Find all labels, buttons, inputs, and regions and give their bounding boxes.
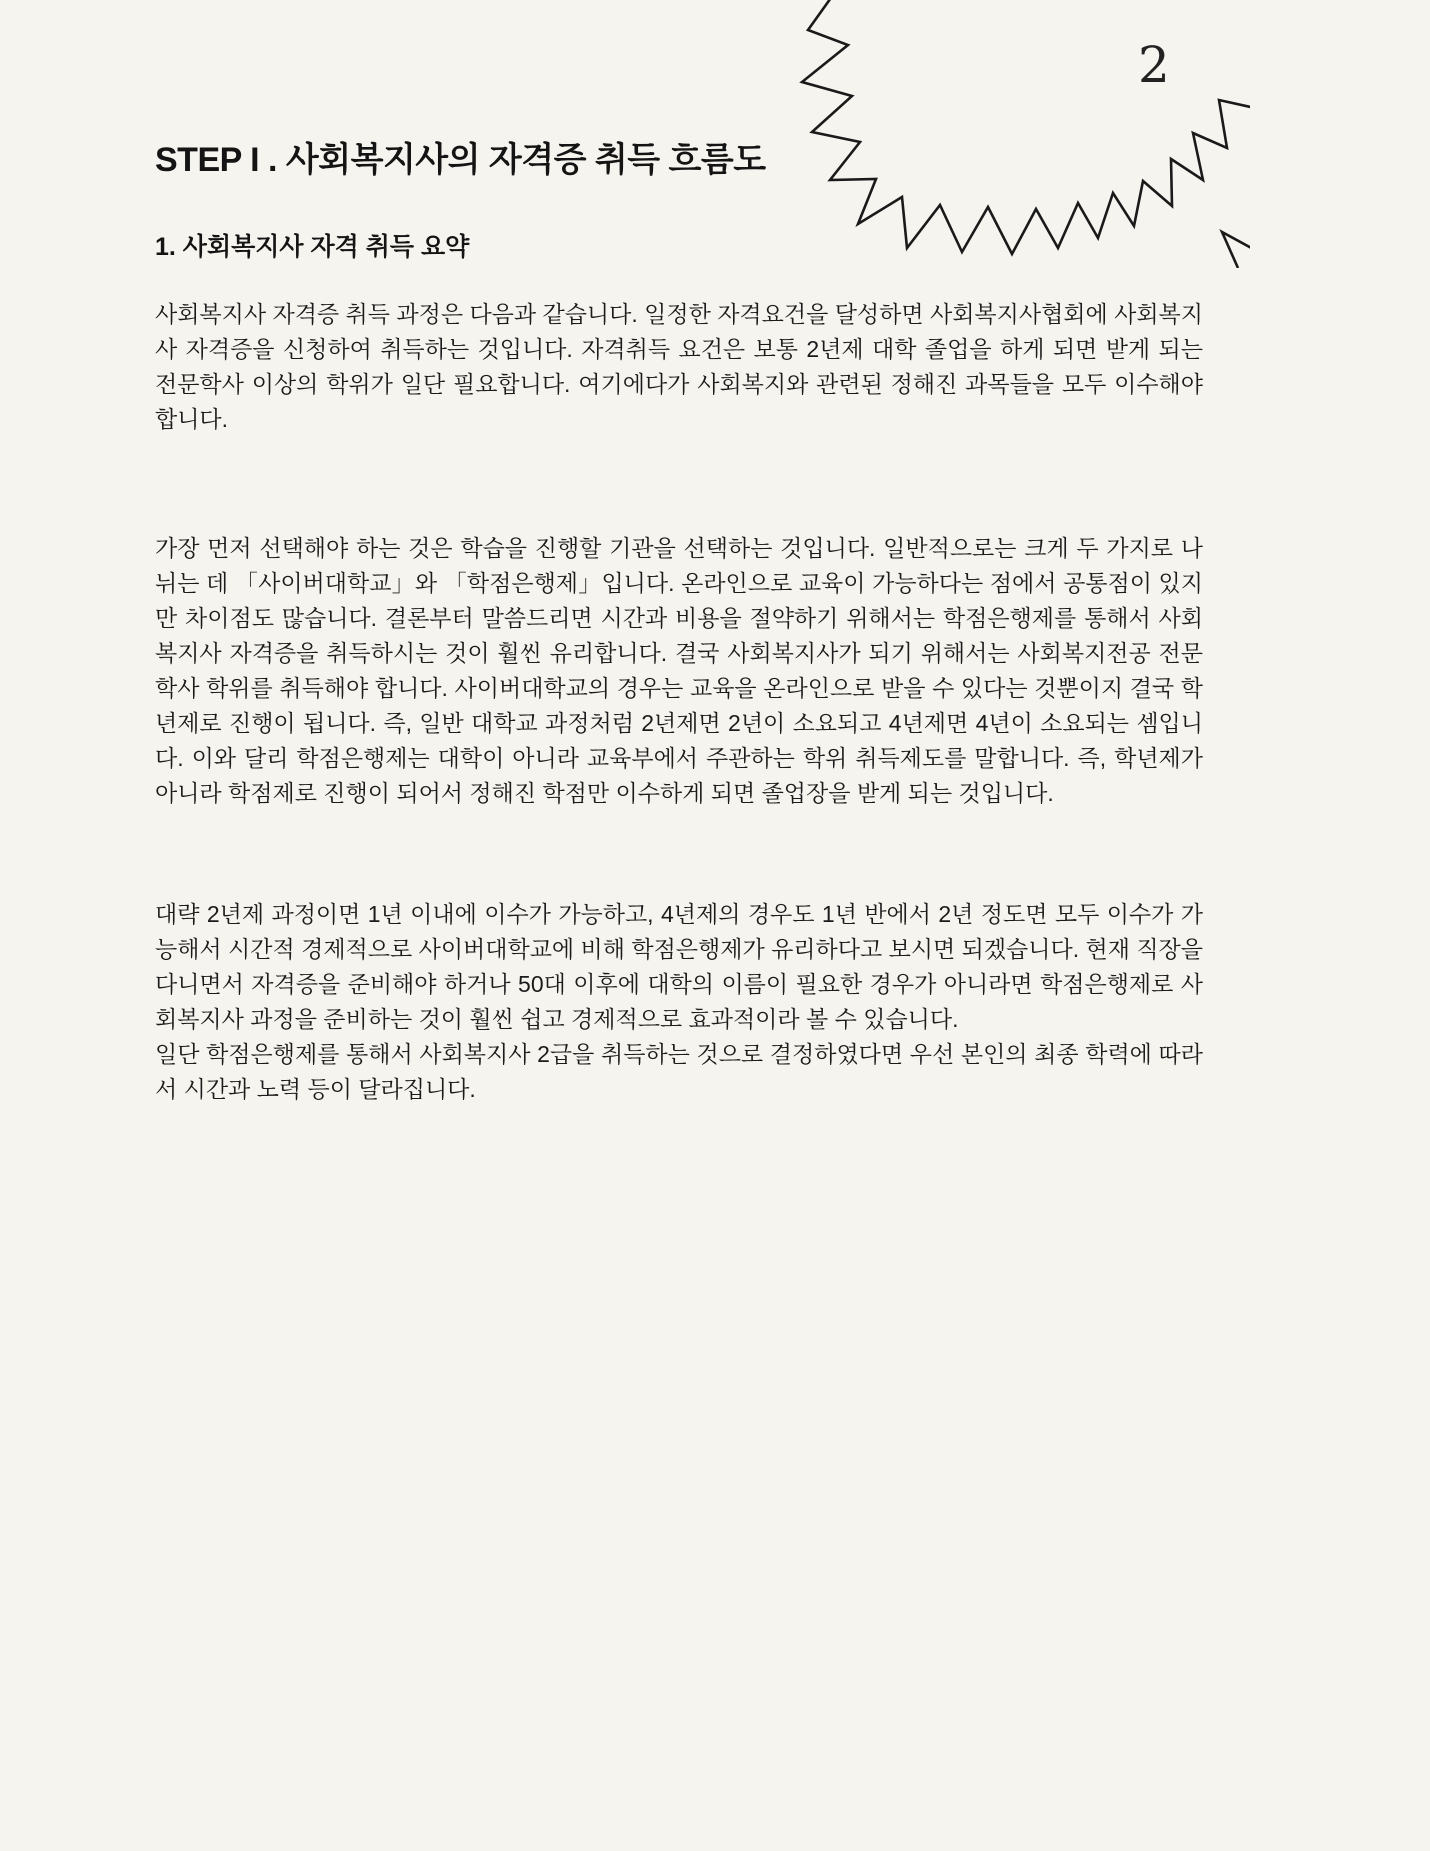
section-subheading: 1. 사회복지사 자격 취득 요약 xyxy=(155,233,470,261)
page-number: 2 xyxy=(1138,36,1170,94)
paragraph-final-note: 일단 학점은행제를 통해서 사회복지사 2급을 취득하는 것으로 결정하였다면 우선 본인의 최종 학력에 따라서 시간과 노력 등이 달라집니다. xyxy=(155,1041,1203,1102)
paragraph-duration-comparison: 대략 2년제 과정이면 1년 이내에 이수가 가능하고, 4년제의 경우도 1년 반에서 2년 정도면 모두 이수가 가능해서 시간적 경제적으로 사이버대학교에 비해 학점은행제가 유리하다고 보시면 되겠습니다. 현재 직장을 다니면서 자격증을 준비해야 하거나 50대 이후에 대학의 이름이 필요한 경우가 아니라면 학점은행제로 사회복지사 과정을 준비하는 것이 훨씬 쉽고 경제적으로 효과적이라 볼 수 있습니다. xyxy=(155,901,1203,1032)
section-heading: STEP I . 사회복지사의 자격증 취득 흐름도 xyxy=(155,141,766,179)
document-content xyxy=(155,0,1203,1107)
paragraph-institution-choice: 가장 먼저 선택해야 하는 것은 학습을 진행할 기관을 선택하는 것입니다. 일반적으로는 크게 두 가지로 나뉘는 데 「사이버대학교」와 「학점은행제」입니다. 온라인으로 교육이 가능하다는 점에서 공통점이 있지만 차이점도 많습니다. 결론부터 말씀드리면 시간과 비용을 절약하기 위해서는 학점은행제를 통해서 사회복지사 자격증을 취득하시는 것이 훨씬 유리합니다. 결국 사회복지사가 되기 위해서는 사회복지전공 전문학사 학위를 취득해야 합니다. 사이버대학교의 경우는 교육을 온라인으로 받을 수 있다는 것뿐이지 결국 학년제로 진행이 됩니다. 즉, 일반 대학교 과정처럼 2년제면 2년이 소요되고 4년제면 4년이 소요되는 셈입니다. 이와 달리 학점은행제는 대학이 아니라 교육부에서 주관하는 학위 취득제도를 말합니다. 즉, 학년제가 아니라 학점제로 진행이 되어서 정해진 학점만 이수하게 되면 졸업장을 받게 되는 것입니다. xyxy=(155,535,1203,806)
paragraph-summary: 사회복지사 자격증 취득 과정은 다음과 같습니다. 일정한 자격요건을 달성하면 사회복지사협회에 사회복지사 자격증을 신청하여 취득하는 것입니다. 자격취득 요건은 보통 2년제 대학 졸업을 하게 되면 받게 되는 전문학사 이상의 학위가 일단 필요합니다. 여기에다가 사회복지와 관련된 정해진 과목들을 모두 이수해야 합니다. xyxy=(155,301,1203,432)
